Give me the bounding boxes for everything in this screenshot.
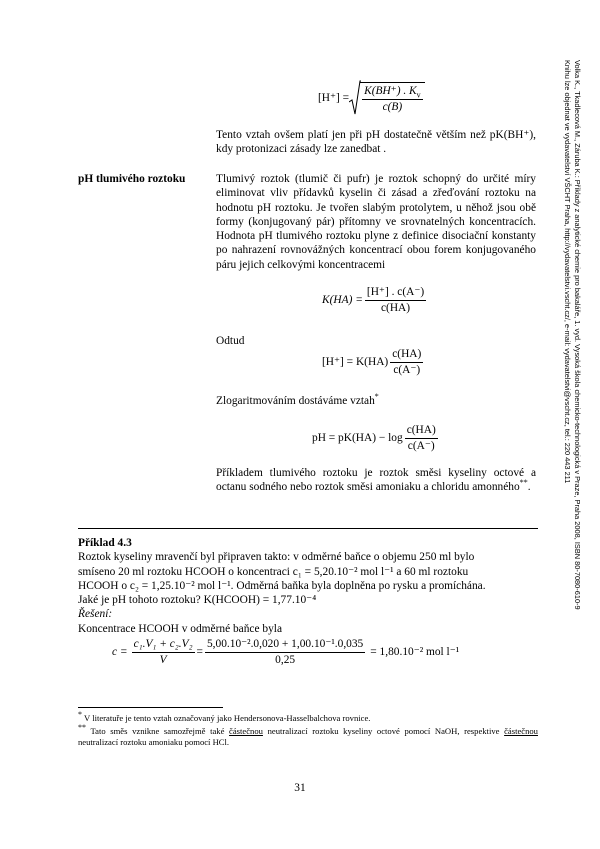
eq2-denominator: c(HA): [380, 302, 411, 314]
para3-text: Zlogaritmováním dostáváme vztah: [216, 395, 375, 407]
eq1-denominator: c(B): [382, 101, 403, 113]
example-text-line1: Roztok kyseliny mravenčí byl připraven takto: v odměrné baňce o objemu 250 ml bylo: [78, 551, 475, 564]
eqc-result: = 1,80.10⁻² mol l⁻¹: [370, 646, 460, 659]
solution-label: Řešení:: [78, 608, 113, 621]
eq4-denominator: c(A⁻): [407, 440, 435, 452]
footnote-2-text-a: Tato směs vznikne samozřejmě také: [90, 726, 225, 736]
eqc-lhs: c =: [112, 646, 128, 659]
page-number: 31: [294, 782, 306, 794]
example-separator: [78, 528, 538, 529]
eq1-sub: v: [416, 90, 421, 100]
section-heading: pH tlumivého roztoku: [78, 173, 186, 185]
eq1-numerator: K(BH⁺) . K: [364, 85, 417, 97]
footnote-2: [78, 723, 538, 748]
footnote-mark-2: **: [519, 478, 528, 488]
eq1-lhs: [H⁺] =: [318, 91, 350, 104]
example-text-line2: smíseno 20 ml roztoku HCOOH o koncentraci c₁ = 5,20.10⁻² mol l⁻¹ a 60 ml roztoku: [78, 565, 469, 578]
footnote-1: [78, 710, 538, 724]
eqc-equals: =: [196, 646, 203, 659]
text-odtud: Odtud: [216, 335, 245, 347]
para4-text: Příkladem tlumivého roztoku je roztok směsi kyseliny octové a octanu sodného nebo roztok směsi amoniaku a chloridu amonného: [216, 467, 536, 494]
eqc-denominator2: 0,25: [275, 654, 296, 666]
eq3-numerator: c(HA): [390, 348, 423, 363]
footnote-2-text-b: neutralizací roztoku kyseliny octové pomocí NaOH,: [267, 726, 460, 736]
eq3-lhs: [H⁺] = K(HA): [322, 356, 389, 369]
footnote-2-text-c: respektive: [464, 726, 500, 736]
eq3-denominator: c(A⁻): [393, 364, 421, 376]
eq4-numerator: c(HA): [405, 424, 438, 439]
equation-concentration: [112, 638, 459, 667]
footnote-mark-1: *: [374, 392, 379, 402]
concentration-line: Koncentrace HCOOH v odměrné baňce byla: [78, 622, 283, 635]
equation-ka: [322, 286, 428, 315]
example-block: [78, 536, 538, 636]
paragraph-buffer-definition: Tlumivý roztok (tlumič či pufr) je roztok schopný do určité míry eliminovat vliv přídavků kyselin či zásad a zřeďování roztoku na hodnotu pH roztoku. Je tvořen slabým protolytem, u něhož jsou obě formy (konjugovaný pár) přítomny ve srovnatelných koncentracích. Hodnota pH tlumivého roztoku plyne z definice disociační konstanty po nahrazení rovnovážných koncentrací obou forem konjugovaného páru jejich celkovými koncentracemi: [216, 173, 536, 271]
footnote-2-underlined-1: částečnou: [229, 726, 263, 736]
equation-h-plus-sqrt: [318, 80, 425, 116]
footnote-2-underlined-2: částečnou: [504, 726, 538, 736]
paragraph-buffer-example: Příkladem tlumivého roztoku je roztok směsi kyseliny octové a octanu sodného nebo roztok směsi amoniaku a chloridu amonného**.: [216, 467, 536, 494]
sqrt-sign: [349, 80, 425, 116]
eq4-lhs: pH = pK(HA) − log: [312, 432, 403, 445]
footnote-separator: [78, 707, 223, 708]
eq2-numerator: [H⁺] . c(A⁻): [365, 286, 426, 301]
side-citation-line1: Volka K., Tkadlecová M., Záruba K.: Příklady z analytické chemie pro bakaláře, 1. vyd. Vysoká škola chemicko-technologická v Praze, Praha 2008, ISBN 80-7080-610-9: [573, 60, 582, 610]
side-citation-line2: Knihu lze objednat ve vydavatelství VŠCHT Praha, http://vydavatelstvi.vscht.cz/, e-mail: vydavatelstvi@vscht.cz, tel.: 220 443 211: [563, 60, 572, 484]
footnote-2-text-d: neutralizací roztoku amoniaku pomocí HCl.: [78, 737, 230, 747]
example-title: Příklad 4.3: [78, 537, 132, 549]
eqc-denominator1: V: [159, 654, 167, 666]
paragraph-validity: Tento vztah ovšem platí jen při pH dostatečně větším než pK(BH⁺), kdy protonizaci zásady lze zanedbat .: [216, 129, 536, 156]
eq2-lhs: K(HA) =: [322, 294, 363, 307]
example-text-line4: Jaké je pH tohoto roztoku? K(HCOOH) = 1,77.10⁻⁴: [78, 594, 317, 607]
equation-h-plus-buffer: [322, 348, 425, 377]
side-citation: [562, 60, 592, 620]
eqc-numerator1: c₁.V₁ + c₂.V₂: [132, 638, 195, 653]
equation-henderson: [312, 424, 440, 453]
example-text-line3: HCOOH o c₂ = 1,25.10⁻² mol l⁻¹. Odměrná baňka byla doplněna po rysku a promíchána.: [78, 579, 486, 592]
paragraph-logarithm: [216, 394, 379, 408]
eqc-numerator2: 5,00.10⁻².0,020 + 1,00.10⁻¹.0,035: [205, 638, 365, 653]
footnote-1-text: V literatuře je tento vztah označovaný jako Hendersonova-Hasselbalchova rovnice.: [84, 713, 371, 723]
footnote-1-mark: *: [78, 710, 82, 720]
footnote-2-mark: **: [78, 723, 86, 733]
